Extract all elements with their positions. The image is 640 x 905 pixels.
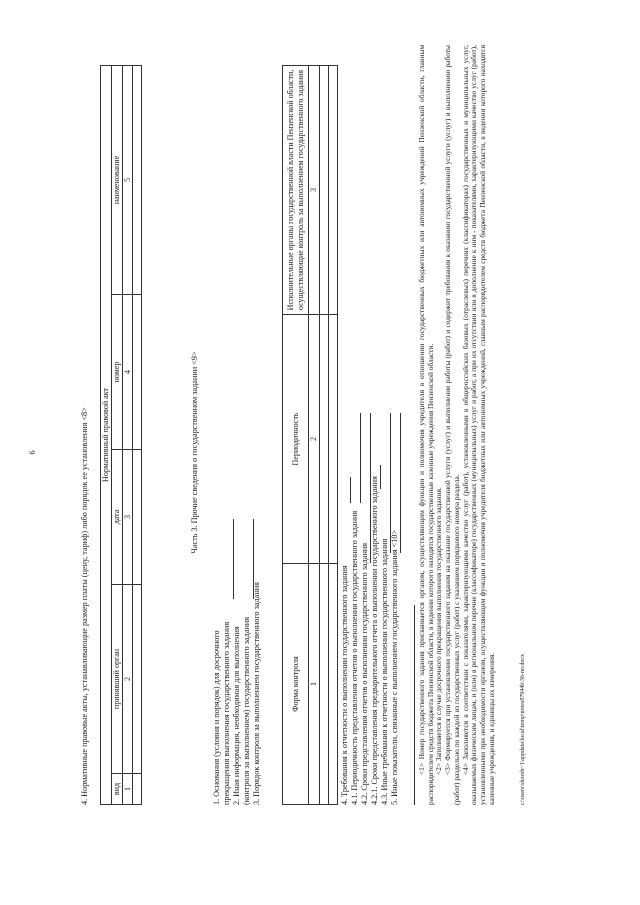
col-num-1: 1 bbox=[122, 774, 133, 805]
requirement-item: 4.1. Периодичность представления отчетов о выполнении государственного задания bbox=[350, 510, 359, 805]
footnote: <2> Заполняется в случае досрочного прекращения выполнения государственного задания. bbox=[434, 487, 444, 775]
part3-item: 2. Иная информация, необходимая для выполнения bbox=[232, 626, 241, 805]
fill-line bbox=[360, 413, 361, 503]
normative-act-group-header: Нормативный правовой акт bbox=[101, 66, 112, 805]
control-form-header: Форма контроля bbox=[283, 564, 309, 805]
fill-line bbox=[370, 413, 371, 563]
fill-line bbox=[380, 465, 381, 489]
empty-cell bbox=[319, 315, 328, 564]
requirement-item: 4.2.1. Сроки представления предварительного отчета о выполнении государственного задания bbox=[370, 476, 379, 805]
footnote-separator bbox=[414, 605, 415, 805]
part3-items bbox=[212, 505, 262, 805]
file-path: c:\users\shorob~1\appdata\local\temp\notes87944b\36-no.docx bbox=[520, 653, 526, 805]
footnote: <4> Заполняется в соответствии с показателями, характеризующими качество услуг (работ), установленными в общероссийских базовых (отраслевых) перечнях (классификаторах) государственных и муниципальных услуг, оказываемых физическим лицам, и (или) в региональном перечне (классификаторе) государственных (муниципальных) услуг и работ, а при их отсутствии или в дополнение к ним - показателями, характеризующими качество услуг (работ), установленными при необходимости органом, осуществляющим функции и полномочия учредителя бюджетных или автономных учреждений, главным распорядителем средств бюджета Пензенской области, в ведении которого находятся казенные учреждения, и единицы их измерения. bbox=[460, 45, 496, 805]
col-authority-header: принявший орган bbox=[111, 585, 122, 774]
col-num-2: 2 bbox=[309, 315, 320, 564]
requirement-item: 4.3. Иные требования к отчетности о выполнении государственного задания bbox=[380, 538, 389, 805]
col-num-2: 2 bbox=[122, 585, 133, 774]
fill-line bbox=[253, 519, 254, 599]
empty-cell bbox=[133, 295, 142, 450]
periodicity-header: Периодичность bbox=[283, 315, 309, 564]
footnote: <1> Номер государственного задания присваивается органом, осуществляющим функции и полномочия учредителя в отношении государственных бюджетных или автономных учреждений Пензенской области, главным распорядителем средств бюджета Пензенской области, в ведении которого находятся государственные казенные учреждения Пензенской области. bbox=[417, 45, 435, 805]
control-authority-header: Исполнительные органы государственной власти Пензенской области, осуществляющие контроль за выполнением государственного задания bbox=[283, 66, 309, 315]
col-number-header: номер bbox=[111, 295, 122, 450]
col-num-3: 3 bbox=[309, 66, 320, 315]
part3-item: (контроля за выполнением) государственного задания bbox=[242, 617, 251, 805]
empty-cell bbox=[133, 450, 142, 585]
part3-item: прекращения выполнения государственного задания bbox=[222, 621, 231, 805]
part3-title: Часть 3. Прочие сведения о государственном задании <9> bbox=[190, 351, 199, 554]
normative-acts-table bbox=[100, 65, 142, 805]
empty-cell bbox=[319, 564, 328, 805]
col-num-1: 1 bbox=[309, 564, 320, 805]
col-num-3: 3 bbox=[122, 450, 133, 585]
page-number: 6 bbox=[28, 450, 37, 455]
empty-cell bbox=[328, 564, 337, 805]
requirement-item: 5. Иные показатели, связанные с выполнением государственного задания <10> bbox=[390, 529, 399, 805]
empty-cell bbox=[328, 66, 337, 315]
col-num-5: 5 bbox=[122, 66, 133, 295]
footnote: <3> Формируется при установлении государственного задания на оказание государственной услуги (услуг) и выполнение работы (работ) и содержит требования к оказанию государственной услуги (услуг) и выполнению работы (работ) раздельно по каждой из государственных услуг (работ) с указанием порядкового номера раздела. bbox=[443, 45, 461, 805]
fill-line bbox=[233, 519, 234, 599]
col-title-header: наименование bbox=[111, 66, 122, 295]
section4-heading: 4. Нормативные правовые акты, устанавливающие размер платы (цену, тариф) либо порядок ее установления <8> bbox=[80, 407, 89, 805]
empty-cell bbox=[133, 585, 142, 774]
requirement-item: 4. Требования к отчетности о выполнении государственного задания bbox=[340, 565, 349, 805]
fill-line bbox=[400, 413, 401, 553]
empty-cell bbox=[328, 315, 337, 564]
col-type-header: вид bbox=[111, 774, 122, 805]
col-date-header: дата bbox=[111, 450, 122, 585]
footnotes bbox=[418, 45, 497, 805]
empty-cell bbox=[319, 66, 328, 315]
control-table bbox=[282, 65, 338, 805]
requirement-item: 4.2. Сроки представления отчетов о выполнении государственного задания bbox=[360, 543, 369, 805]
fill-line bbox=[350, 477, 351, 503]
part3-item: 1. Основания (условия и порядок) для досрочного bbox=[212, 630, 221, 805]
empty-cell bbox=[133, 774, 142, 805]
empty-cell bbox=[133, 66, 142, 295]
part3-item: 3. Порядок контроля за выполнением государственного задания bbox=[252, 582, 261, 805]
col-num-4: 4 bbox=[122, 295, 133, 450]
fill-line bbox=[390, 413, 391, 553]
